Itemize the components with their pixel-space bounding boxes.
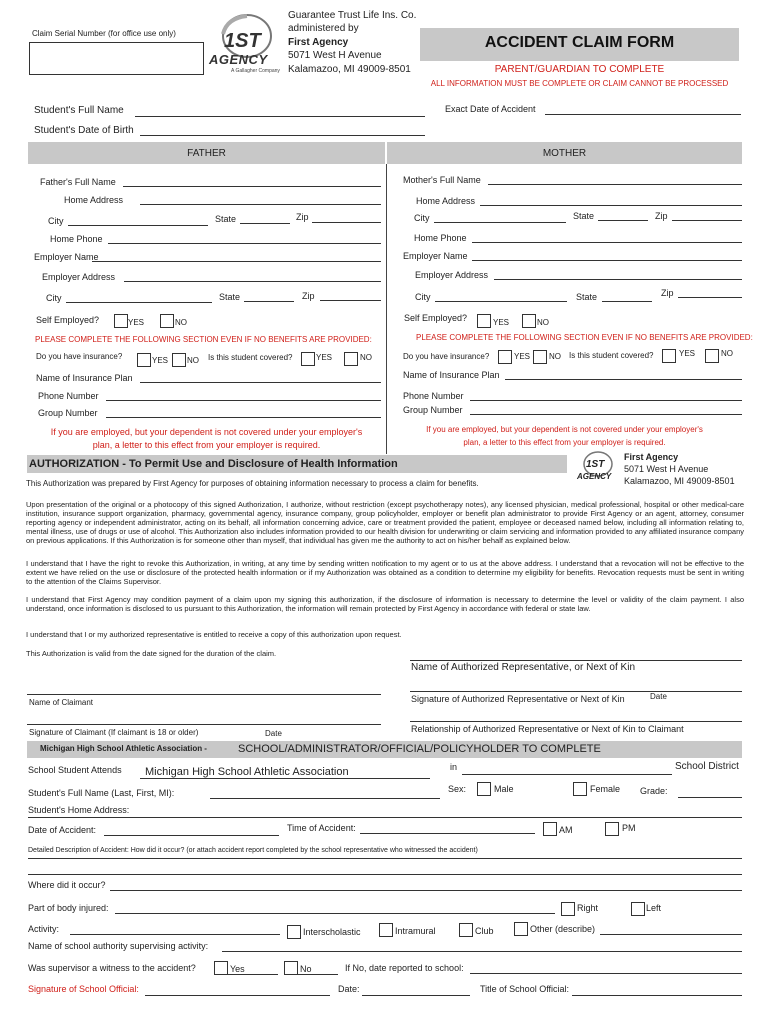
date-of-accident-label: Date of Accident:	[28, 825, 97, 835]
mother-name-field[interactable]	[488, 184, 742, 185]
witness-no-field[interactable]	[298, 974, 338, 975]
father-zip2-field[interactable]	[320, 300, 381, 301]
mother-have-insurance-label: Do you have insurance?	[403, 352, 490, 361]
claimant-date-label: Date	[265, 729, 282, 738]
witness-yes-checkbox[interactable]	[214, 961, 228, 975]
father-employer-address-field[interactable]	[124, 281, 381, 282]
mother-covered-yes-checkbox[interactable]	[662, 349, 676, 363]
mother-phone-number-field[interactable]	[470, 400, 742, 401]
logo-sub: AGENCY	[209, 52, 268, 67]
auth-logo-sub: AGENCY	[577, 472, 612, 481]
rep-signature-field[interactable]	[410, 691, 742, 692]
mother-covered-no-checkbox[interactable]	[705, 349, 719, 363]
mother-state2-label: State	[576, 292, 598, 302]
mother-heading: MOTHER	[542, 148, 587, 159]
auth-paragraph-5: This Authorization is valid from the date signed for the duration of the claim.	[26, 649, 277, 658]
mother-home-phone-label: Home Phone	[414, 233, 467, 243]
father-insurance-plan-field[interactable]	[140, 382, 381, 383]
interscholastic-checkbox[interactable]	[287, 925, 301, 939]
mother-city-field[interactable]	[434, 222, 566, 223]
pm-checkbox[interactable]	[605, 822, 619, 836]
mother-state-field[interactable]	[598, 220, 648, 221]
if-no-label: If No, date reported to school:	[345, 963, 464, 973]
father-insurance-yes-label: YES	[152, 356, 169, 365]
student-full-name-field[interactable]	[210, 798, 440, 799]
header-agency-city: Kalamazoo, MI 49009-8501	[288, 64, 411, 75]
home-address-field[interactable]	[28, 817, 742, 818]
female-label: Female	[590, 784, 621, 794]
logo-main: 1ST	[224, 30, 261, 52]
father-employer-name-label: Employer Name	[34, 252, 99, 262]
mother-insurance-no-label: NO	[549, 352, 561, 361]
mother-insurance-plan-label: Name of Insurance Plan	[403, 370, 500, 380]
student-name-field[interactable]	[135, 116, 425, 117]
school-in-label: in	[450, 762, 458, 772]
mother-zip2-label: Zip	[661, 288, 674, 298]
exact-date-label: Exact Date of Accident	[445, 104, 536, 114]
school-official-title-label: Title of School Official:	[480, 984, 570, 994]
father-insurance-no-checkbox[interactable]	[172, 353, 186, 367]
sex-label: Sex:	[448, 784, 467, 794]
mother-city-label: City	[414, 213, 430, 223]
school-association-label: Michigan High School Athletic Association -	[40, 744, 207, 753]
other-label: Other (describe)	[530, 924, 596, 934]
insurer-line2: administered by	[288, 23, 359, 34]
mother-home-phone-field[interactable]	[472, 242, 742, 243]
rep-name-field[interactable]	[410, 660, 742, 661]
club-checkbox[interactable]	[459, 923, 473, 937]
father-employer-address-label: Employer Address	[42, 272, 116, 282]
mother-insurance-yes-label: YES	[514, 352, 531, 361]
header-agency-name: First Agency	[288, 37, 349, 48]
time-of-accident-field[interactable]	[360, 833, 535, 834]
father-city-label: City	[48, 216, 64, 226]
exact-date-field[interactable]	[545, 114, 741, 115]
school-attends-label: School Student Attends	[28, 765, 122, 775]
auth-agency-street: 5071 West H Avenue	[624, 464, 709, 474]
father-covered-no-checkbox[interactable]	[344, 352, 358, 366]
am-checkbox[interactable]	[543, 822, 557, 836]
mother-phone-number-label: Phone Number	[403, 391, 464, 401]
mother-home-address-label: Home Address	[416, 196, 476, 206]
mother-employer-name-field[interactable]	[472, 260, 742, 261]
mother-self-employed-no-checkbox[interactable]	[522, 314, 536, 328]
father-have-insurance-label: Do you have insurance?	[36, 352, 123, 361]
mother-self-employed-no-label: NO	[537, 318, 549, 327]
claimant-signature-label: Signature of Claimant (If claimant is 18 or older)	[29, 728, 199, 737]
pm-label: PM	[622, 823, 636, 833]
intramural-label: Intramural	[395, 926, 436, 936]
mother-name-label: Mother's Full Name	[403, 175, 481, 185]
school-attends-value[interactable]: Michigan High School Athletic Association	[145, 766, 349, 778]
date-of-accident-field[interactable]	[104, 835, 279, 836]
mother-employer-address-field[interactable]	[494, 279, 742, 280]
auth-paragraph-2: I understand that I have the right to revoke this Authorization, in writing, at any time by sending written notification to my agent or to us at the above address. I understand that a revocation will not be effective to the extent we have relied on the use or disclosure of the protected health information or if my Authorization was obtained as a condition to determine my eligibility for benefits. Revocation requests must be sent in writing to the attention of the Claims Supervisor.	[26, 559, 744, 586]
father-self-employed-no-label: NO	[175, 318, 187, 327]
father-name-label: Father's Full Name	[40, 177, 116, 187]
father-insurance-no-label: NO	[187, 356, 199, 365]
mother-state-label: State	[573, 211, 595, 221]
father-group-number-label: Group Number	[38, 408, 98, 418]
body-part-label: Part of body injured:	[28, 903, 109, 913]
other-field[interactable]	[600, 934, 742, 935]
rep-date-label: Date	[650, 692, 667, 701]
father-city2-field[interactable]	[66, 302, 212, 303]
supervising-field[interactable]	[222, 951, 742, 952]
mother-group-number-label: Group Number	[403, 405, 463, 415]
intramural-checkbox[interactable]	[379, 923, 393, 937]
father-home-phone-label: Home Phone	[50, 234, 103, 244]
mother-employer-name-label: Employer Name	[403, 251, 468, 261]
auth-agency-city: Kalamazoo, MI 49009-8501	[624, 476, 735, 486]
activity-label: Activity:	[28, 924, 60, 934]
mother-employed-note1: If you are employed, but your dependent is not covered under your employer's	[426, 425, 703, 434]
mother-covered-yes-label: YES	[679, 349, 696, 358]
other-checkbox[interactable]	[514, 922, 528, 936]
father-state2-field[interactable]	[244, 301, 294, 302]
left-checkbox[interactable]	[631, 902, 645, 916]
right-checkbox[interactable]	[561, 902, 575, 916]
father-self-employed-yes-checkbox[interactable]	[114, 314, 128, 328]
relationship-field[interactable]	[410, 721, 742, 722]
grade-field[interactable]	[678, 797, 742, 798]
mother-zip-field[interactable]	[672, 220, 742, 221]
mother-self-employed-label: Self Employed?	[404, 313, 468, 323]
mother-complete-notice: PLEASE COMPLETE THE FOLLOWING SECTION EVEN IF NO BENEFITS ARE PROVIDED:	[416, 333, 753, 342]
interscholastic-label: Interscholastic	[303, 927, 361, 937]
witness-yes-label: Yes	[230, 964, 245, 974]
father-city2-label: City	[46, 293, 62, 303]
am-label: AM	[559, 825, 573, 835]
mother-student-covered-label: Is this student covered?	[569, 351, 654, 360]
father-self-employed-yes-label: YES	[128, 318, 145, 327]
mother-city2-label: City	[415, 292, 431, 302]
right-label: Right	[577, 903, 599, 913]
father-zip2-label: Zip	[302, 291, 315, 301]
auth-agency-name: First Agency	[624, 452, 679, 462]
rep-name-label: Name of Authorized Representative, or Next of Kin	[411, 662, 636, 673]
auth-paragraph-4: I understand that I or my authorized representative is entitled to receive a copy of this authorization upon request.	[26, 630, 402, 639]
father-home-address-field[interactable]	[140, 204, 381, 205]
father-heading: FATHER	[187, 148, 226, 159]
mother-state2-field[interactable]	[602, 301, 652, 302]
father-phone-number-label: Phone Number	[38, 391, 99, 401]
father-complete-notice: PLEASE COMPLETE THE FOLLOWING SECTION EVEN IF NO BENEFITS ARE PROVIDED:	[35, 335, 372, 344]
male-checkbox[interactable]	[477, 782, 491, 796]
grade-label: Grade:	[640, 786, 668, 796]
mother-covered-no-label: NO	[721, 349, 733, 358]
auth-prepared-by: This Authorization was prepared by First Agency for purposes of obtaining information necessary to process a claim for benefits.	[26, 479, 479, 488]
father-insurance-plan-label: Name of Insurance Plan	[36, 373, 133, 383]
school-official-signature-label: Signature of School Official:	[28, 984, 139, 994]
school-date-label: Date:	[338, 984, 360, 994]
time-of-accident-label: Time of Accident:	[287, 823, 356, 833]
father-state-label: State	[215, 214, 237, 224]
mother-self-employed-yes-label: YES	[493, 318, 510, 327]
school-date-field[interactable]	[362, 995, 470, 996]
mother-zip-label: Zip	[655, 211, 668, 221]
father-employed-note1: If you are employed, but your dependent is not covered under your employer's	[50, 427, 363, 437]
where-occurred-field[interactable]	[110, 890, 742, 891]
witness-no-checkbox[interactable]	[284, 961, 298, 975]
description-field-2[interactable]	[28, 874, 742, 875]
form-subtitle: PARENT/GUARDIAN TO COMPLETE	[494, 64, 665, 75]
father-phone-number-field[interactable]	[106, 400, 381, 401]
mother-employed-note2: plan, a letter to this effect from your employer is required.	[463, 438, 666, 447]
description-label: Detailed Description of Accident: How did it occur? (or attach accident report completed by the school representative who witnessed the accident)	[28, 847, 478, 854]
student-dob-label: Student's Date of Birth	[34, 125, 134, 136]
claim-serial-field[interactable]	[29, 42, 204, 75]
father-city-field[interactable]	[68, 225, 208, 226]
father-zip-label: Zip	[296, 212, 309, 222]
description-field-1[interactable]	[28, 858, 742, 859]
school-attends-field[interactable]	[140, 778, 430, 779]
father-covered-yes-checkbox[interactable]	[301, 352, 315, 366]
auth-logo-main: 1ST	[586, 459, 605, 470]
witness-label: Was supervisor a witness to the accident?	[28, 963, 196, 973]
auth-agency-logo	[575, 451, 619, 487]
father-self-employed-label: Self Employed?	[36, 315, 100, 325]
home-address-label: Student's Home Address:	[28, 805, 130, 815]
father-covered-yes-label: YES	[316, 353, 333, 362]
left-label: Left	[646, 903, 662, 913]
father-covered-no-label: NO	[360, 353, 372, 362]
student-dob-field[interactable]	[140, 135, 425, 136]
header-agency-street: 5071 West H Avenue	[288, 50, 382, 61]
father-employed-note2: plan, a letter to this effect from your employer is required.	[92, 440, 321, 450]
claimant-name-field[interactable]	[27, 694, 381, 695]
logo-tag: A Gallagher Company	[231, 68, 280, 74]
female-checkbox[interactable]	[573, 782, 587, 796]
mother-city2-field[interactable]	[435, 301, 567, 302]
father-home-address-label: Home Address	[64, 195, 124, 205]
mother-self-employed-yes-checkbox[interactable]	[477, 314, 491, 328]
auth-paragraph-1: Upon presentation of the original or a photocopy of this signed Authorization, I authorize, without restriction (except psychotherapy notes), any licensed physician, medical professional, hospital or other medical-care institution, insurance support organization, pharmacy, governmental agency, insurance company, group policyholder, employer or benefit plan administrator to provide First Agency or an agent, attorney, consumer reporting agency or independent administrator, acting on its behalf, all information concerning advice, care or treatment provided the patient, employee or deceased named below, including all information relating to, mental illness, use of drugs or use of alcohol. This Authorization also includes information provided to our health division for underwriting or claim servicing and information provided to any affiliated insurance company on previous applications. If this Authorization is for someone other than myself, that individual has given me the authority to act on his/her behalf as explained below.	[26, 500, 744, 545]
supervising-label: Name of school authority supervising activity:	[28, 941, 209, 951]
father-zip-field[interactable]	[312, 222, 381, 223]
father-insurance-yes-checkbox[interactable]	[137, 353, 151, 367]
male-label: Male	[494, 784, 514, 794]
father-group-number-field[interactable]	[106, 417, 381, 418]
form-notice: ALL INFORMATION MUST BE COMPLETE OR CLAIM CANNOT BE PROCESSED	[430, 79, 729, 88]
witness-yes-field[interactable]	[228, 974, 278, 975]
father-student-covered-label: Is this student covered?	[208, 353, 293, 362]
student-name-label: Student's Full Name	[34, 105, 124, 116]
mother-insurance-plan-field[interactable]	[505, 379, 742, 380]
claim-serial-label: Claim Serial Number (for office use only)	[32, 29, 176, 38]
school-district-label: School District	[675, 761, 739, 772]
rep-signature-label: Signature of Authorized Representative or Next of Kin	[411, 694, 625, 704]
body-part-field[interactable]	[115, 913, 555, 914]
father-employer-name-field[interactable]	[92, 261, 381, 262]
claimant-name-label: Name of Claimant	[29, 698, 94, 707]
mother-home-address-field[interactable]	[480, 205, 742, 206]
father-name-field[interactable]	[123, 186, 381, 187]
mother-employer-address-label: Employer Address	[415, 270, 489, 280]
form-title: ACCIDENT CLAIM FORM	[484, 34, 675, 51]
club-label: Club	[475, 926, 494, 936]
father-state-field[interactable]	[240, 223, 290, 224]
mother-zip2-field[interactable]	[678, 297, 742, 298]
student-full-name-label: Student's Full Name (Last, First, MI):	[28, 788, 175, 798]
where-occurred-label: Where did it occur?	[28, 880, 106, 890]
insurer-line1: Guarantee Trust Life Ins. Co.	[288, 10, 417, 21]
mother-insurance-yes-checkbox[interactable]	[498, 350, 512, 364]
relationship-label: Relationship of Authorized Representative or Next of Kin to Claimant	[411, 724, 684, 734]
if-no-date-field[interactable]	[470, 973, 742, 974]
mother-group-number-field[interactable]	[470, 414, 742, 415]
school-heading: SCHOOL/ADMINISTRATOR/OFFICIAL/POLICYHOLDER TO COMPLETE	[238, 743, 601, 755]
claimant-signature-field[interactable]	[27, 724, 381, 725]
mother-insurance-no-checkbox[interactable]	[533, 350, 547, 364]
father-home-phone-field[interactable]	[108, 243, 381, 244]
auth-title: AUTHORIZATION - To Permit Use and Disclosure of Health Information	[29, 458, 398, 470]
father-state2-label: State	[219, 292, 241, 302]
column-divider	[386, 164, 387, 454]
school-district-field[interactable]	[462, 774, 672, 775]
father-self-employed-no-checkbox[interactable]	[160, 314, 174, 328]
school-official-signature-field[interactable]	[145, 995, 330, 996]
activity-field[interactable]	[70, 934, 280, 935]
witness-no-label: No	[300, 964, 312, 974]
school-official-title-field[interactable]	[572, 995, 742, 996]
agency-logo	[207, 14, 285, 76]
auth-paragraph-3: I understand that First Agency may condition payment of a claim upon my signing this authorization, if the disclosure of information is necessary to determine the level or validity of the claim payment. I also understand, once information is disclosed to us pursuant to this Authorization, the information will remain protected by First Agency in accordance with federal or state law.	[26, 595, 744, 613]
